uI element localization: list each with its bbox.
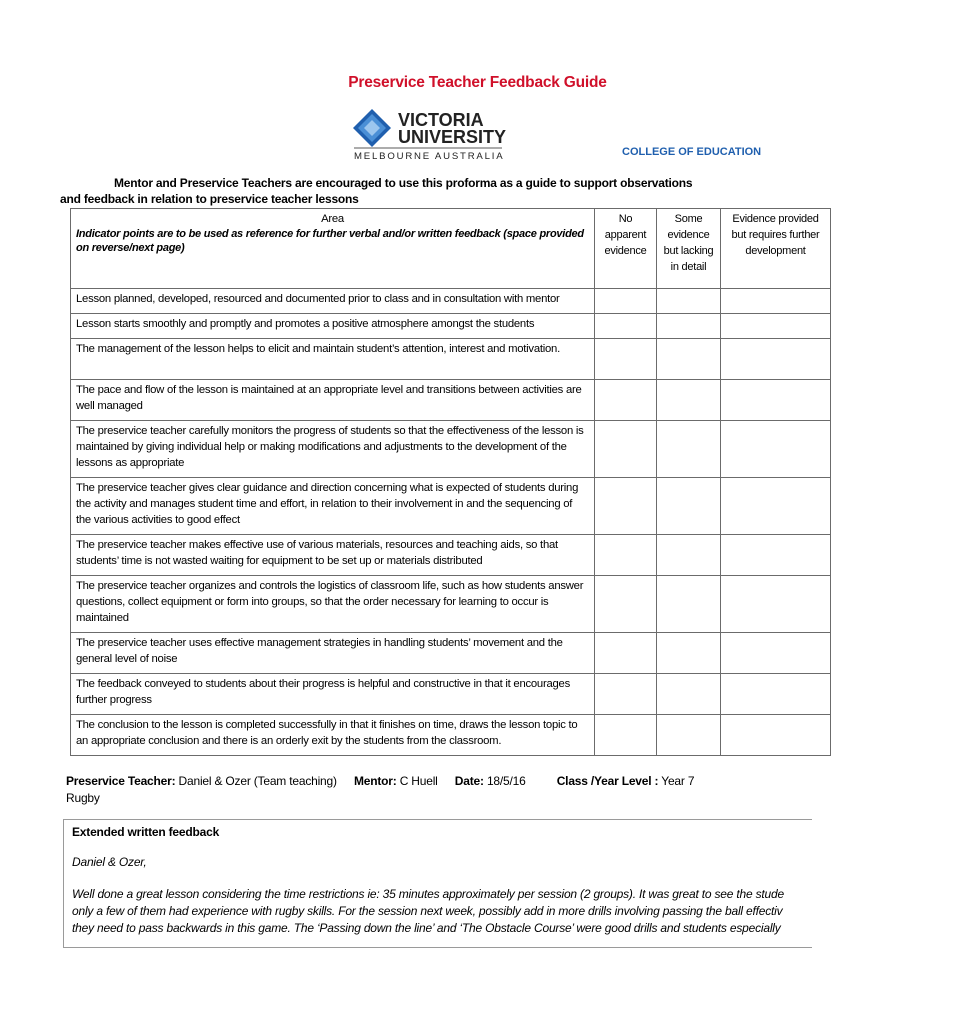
rating-cell-no-evidence[interactable] — [595, 715, 657, 756]
table-row — [71, 314, 831, 339]
mentor-label: Mentor: — [353, 774, 397, 788]
indicator-text: The preservice teacher uses effective management strategies in handling students’ movement and the general level of noise — [71, 633, 595, 674]
rating-cell-no-evidence[interactable] — [595, 289, 657, 314]
rating-cell-some-evidence[interactable] — [657, 715, 721, 756]
vu-diamond-logo — [352, 108, 508, 162]
rating-cell-evidence-provided[interactable] — [721, 576, 831, 633]
rating-cell-evidence-provided[interactable] — [721, 421, 831, 478]
table-row — [71, 421, 831, 478]
indicator-text: The pace and flow of the lesson is maintained at an appropriate level and transitions between activities are well managed — [71, 380, 595, 421]
college-name: COLLEGE OF EDUCATION — [622, 146, 762, 158]
indicator-text: The preservice teacher carefully monitors the progress of students so that the effectiveness of the lesson is maintained by giving individual help or making modifications and adjustments to the development of the lessons as appropriate — [71, 421, 595, 478]
indicator-text: The conclusion to the lesson is completed successfully in that it finishes on time, draws the lesson topic to an appropriate conclusion and there is an orderly exit by the students from the classroom. — [71, 715, 595, 756]
rating-cell-no-evidence[interactable] — [595, 633, 657, 674]
rating-cell-some-evidence[interactable] — [657, 535, 721, 576]
rating-cell-no-evidence[interactable] — [595, 674, 657, 715]
mentor-value: C Huell — [399, 774, 438, 788]
logo-line3: MELBOURNE AUSTRALIA — [354, 151, 505, 162]
table-row — [71, 380, 831, 421]
rating-cell-some-evidence[interactable] — [657, 674, 721, 715]
rating-cell-some-evidence[interactable] — [657, 633, 721, 674]
class-value: Year 7 — [661, 774, 695, 788]
rating-cell-no-evidence[interactable] — [595, 478, 657, 535]
table-row — [71, 289, 831, 314]
indicator-text: The management of the lesson helps to elicit and maintain student’s attention, interest and motivation. — [71, 339, 595, 380]
indicator-text: Lesson starts smoothly and promptly and promotes a positive atmosphere amongst the students — [71, 314, 595, 339]
rating-cell-some-evidence[interactable] — [657, 380, 721, 421]
rating-cell-evidence-provided[interactable] — [721, 478, 831, 535]
table-row — [71, 478, 831, 535]
rating-cell-evidence-provided[interactable] — [721, 633, 831, 674]
table-row — [71, 715, 831, 756]
feedback-heading: Extended written feedback — [72, 825, 220, 839]
diamond-icon — [353, 109, 391, 147]
logo-line1: VICTORIA — [398, 110, 484, 130]
rating-cell-no-evidence[interactable] — [595, 535, 657, 576]
rating-cell-no-evidence[interactable] — [595, 314, 657, 339]
area-header — [71, 209, 595, 289]
table-row — [71, 535, 831, 576]
rating-cell-some-evidence[interactable] — [657, 478, 721, 535]
feedback-greeting: Daniel & Ozer, — [72, 855, 147, 869]
date-value: 18/5/16 — [486, 774, 526, 788]
rating-header-evidence-provided: Evidence provided but requires further development — [721, 209, 831, 289]
rating-cell-evidence-provided[interactable] — [721, 535, 831, 576]
indicator-text: The preservice teacher organizes and controls the logistics of classroom life, such as how students answer questions, collect equipment or form into groups, so that the order necessary for learning to occur is maintained — [71, 576, 595, 633]
class-label: Class /Year Level : — [556, 774, 659, 788]
table-row — [71, 674, 831, 715]
rating-cell-no-evidence[interactable] — [595, 421, 657, 478]
rating-cell-evidence-provided[interactable] — [721, 715, 831, 756]
rating-cell-some-evidence[interactable] — [657, 421, 721, 478]
teacher-label: Preservice Teacher: — [66, 774, 176, 788]
lesson-info — [66, 773, 766, 807]
area-note: Indicator points are to be used as reference for further verbal and/or written feedback (space provided on reverse/next page) — [76, 228, 584, 254]
subject-value: Rugby — [66, 791, 100, 805]
page-title: Preservice Teacher Feedback Guide — [348, 74, 607, 91]
table-row — [71, 633, 831, 674]
rating-cell-no-evidence[interactable] — [595, 339, 657, 380]
extended-feedback-box — [63, 819, 812, 948]
indicator-text: The feedback conveyed to students about their progress is helpful and constructive in that it encourages further progress — [71, 674, 595, 715]
date-label: Date: — [454, 774, 484, 788]
rating-cell-no-evidence[interactable] — [595, 576, 657, 633]
rating-header-no-evidence: No apparent evidence — [595, 209, 657, 289]
rating-cell-evidence-provided[interactable] — [721, 314, 831, 339]
indicator-text: The preservice teacher gives clear guidance and direction concerning what is expected of students during the activity and manages student time and effort, in relation to their involvement in and the sequencing of the various activities to good effect — [71, 478, 595, 535]
rating-cell-some-evidence[interactable] — [657, 289, 721, 314]
indicator-text: Lesson planned, developed, resourced and documented prior to class and in consultation with mentor — [71, 289, 595, 314]
rating-cell-evidence-provided[interactable] — [721, 380, 831, 421]
logo-line2: UNIVERSITY — [398, 127, 507, 147]
intro-text — [60, 175, 700, 207]
intro-line-1: Mentor and Preservice Teachers are encouraged to use this proforma as a guide to support observations — [114, 176, 693, 190]
teacher-value: Daniel & Ozer (Team teaching) — [178, 774, 337, 788]
feedback-line-2: only a few of them had experience with rugby skills. For the session next week, possibly add in more drills involving passing the ball effectiv — [72, 904, 783, 918]
table-row — [71, 339, 831, 380]
feedback-line-3: they need to pass backwards in this game. The ‘Passing down the line’ and ‘The Obstacle Course’ were good drills and students especially — [72, 921, 781, 935]
indicator-text: The preservice teacher makes effective use of various materials, resources and teaching aids, so that students’ time is not wasted waiting for equipment to be set up or materials distributed — [71, 535, 595, 576]
rating-cell-some-evidence[interactable] — [657, 314, 721, 339]
table-row — [71, 576, 831, 633]
rating-cell-evidence-provided[interactable] — [721, 289, 831, 314]
rating-header-some-evidence: Some evidence but lacking in detail — [657, 209, 721, 289]
intro-line-2: and feedback in relation to preservice teacher lessons — [60, 192, 359, 206]
area-title: Area — [321, 213, 344, 225]
rating-cell-evidence-provided[interactable] — [721, 674, 831, 715]
rating-cell-some-evidence[interactable] — [657, 576, 721, 633]
rating-cell-evidence-provided[interactable] — [721, 339, 831, 380]
evaluation-table — [70, 208, 831, 756]
rating-cell-no-evidence[interactable] — [595, 380, 657, 421]
feedback-line-1: Well done a great lesson considering the time restrictions ie: 35 minutes approximately per session (2 groups). It was great to see the stude — [72, 887, 784, 901]
rating-cell-some-evidence[interactable] — [657, 339, 721, 380]
